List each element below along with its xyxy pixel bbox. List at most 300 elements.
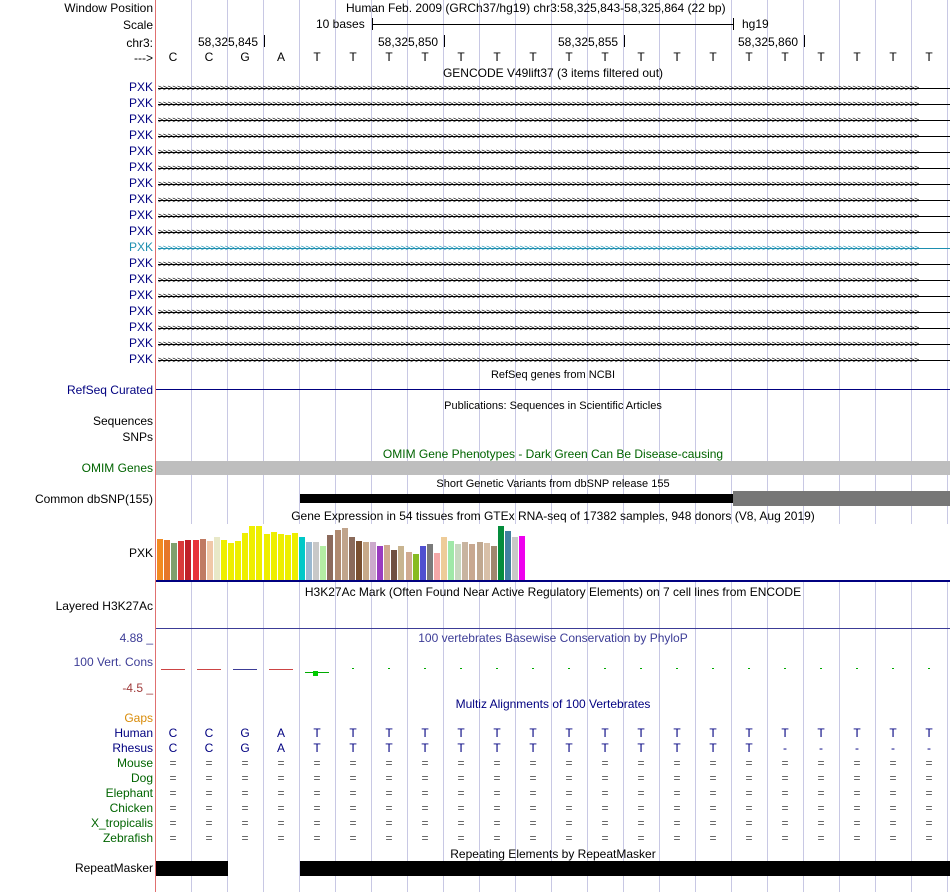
multiz-base: C — [168, 726, 178, 740]
gtex-tissue-bar[interactable] — [285, 535, 291, 580]
multiz-base: = — [205, 786, 213, 800]
ruler-position: 58,325,860 — [738, 35, 799, 49]
multiz-base: T — [457, 726, 465, 740]
multiz-base: = — [241, 816, 249, 830]
multiz-base: = — [205, 801, 213, 815]
multiz-base: = — [817, 756, 825, 770]
gencode-transcript[interactable] — [158, 241, 950, 256]
gtex-tissue-bar[interactable] — [462, 542, 468, 580]
gtex-tissue-bar[interactable] — [413, 554, 419, 580]
gencode-gene-label[interactable]: PXK — [128, 80, 153, 94]
base-letter: C — [204, 50, 214, 64]
strand-label: ---> — [134, 51, 153, 65]
base-letter: G — [240, 50, 250, 64]
multiz-base: = — [385, 786, 393, 800]
multiz-base: = — [565, 756, 573, 770]
gtex-tissue-bar[interactable] — [427, 544, 433, 580]
phylop-mark — [532, 668, 534, 669]
phylop-point — [313, 671, 318, 676]
multiz-base: T — [457, 741, 465, 755]
multiz-base: = — [529, 756, 537, 770]
multiz-base: = — [853, 801, 861, 815]
multiz-base: = — [457, 801, 465, 815]
strand-arrows: >>>>>>>>>>>>>>>>>>>>>>>>>>>>>>>>>>>>>>>>>>>>>>>>>>>>>>>>>>>>>>>>>>>>>>>>>>>>>>>>>>>>>>>>>>>>>>>>>>>>>>>>>>>>>>>>>>>>>>>>>>>>>>>>>>>>>>>>>>>>>>>>>>>>>>>>>>>>>>>> — [158, 339, 919, 349]
strand-arrows: >>>>>>>>>>>>>>>>>>>>>>>>>>>>>>>>>>>>>>>>>>>>>>>>>>>>>>>>>>>>>>>>>>>>>>>>>>>>>>>>>>>>>>>>>>>>>>>>>>>>>>>>>>>>>>>>>>>>>>>>>>>>>>>>>>>>>>>>>>>>>>>>>>>>>>>>>>>>>>>> — [158, 147, 919, 157]
gencode-gene-label[interactable]: PXK — [128, 144, 153, 158]
multiz-base: = — [169, 801, 177, 815]
multiz-base: = — [565, 816, 573, 830]
gencode-transcript[interactable] — [158, 81, 950, 96]
multiz-base: T — [853, 726, 861, 740]
gencode-transcript[interactable] — [158, 209, 950, 224]
multiz-base: = — [889, 786, 897, 800]
multiz-base: = — [205, 771, 213, 785]
strand-arrows: >>>>>>>>>>>>>>>>>>>>>>>>>>>>>>>>>>>>>>>>>>>>>>>>>>>>>>>>>>>>>>>>>>>>>>>>>>>>>>>>>>>>>>>>>>>>>>>>>>>>>>>>>>>>>>>>>>>>>>>>>>>>>>>>>>>>>>>>>>>>>>>>>>>>>>>>>>>>>>>> — [158, 307, 919, 317]
multiz-base: = — [205, 831, 213, 845]
multiz-base: = — [313, 786, 321, 800]
multiz-base: = — [781, 816, 789, 830]
gtex-tissue-bar[interactable] — [384, 545, 390, 580]
gtex-tissue-bar[interactable] — [228, 543, 234, 580]
gencode-gene-label[interactable]: PXK — [128, 160, 153, 174]
multiz-base: = — [349, 756, 357, 770]
gtex-tissue-bar[interactable] — [193, 540, 199, 580]
gtex-tissue-bar[interactable] — [363, 542, 369, 580]
multiz-base: = — [529, 816, 537, 830]
multiz-base: = — [709, 786, 717, 800]
base-letter: C — [168, 50, 178, 64]
gtex-tissue-bar[interactable] — [441, 537, 447, 580]
multiz-base: T — [745, 726, 753, 740]
multiz-base: = — [277, 801, 285, 815]
gtex-tissue-bar[interactable] — [278, 534, 284, 580]
multiz-base: = — [313, 831, 321, 845]
gtex-tissue-bar[interactable] — [292, 533, 298, 580]
gtex-tissue-bar[interactable] — [391, 550, 397, 580]
multiz-base: = — [457, 831, 465, 845]
multiz-base: = — [817, 771, 825, 785]
gtex-tissue-bar[interactable] — [327, 535, 333, 580]
multiz-base: = — [925, 831, 933, 845]
phylop-mark — [820, 668, 822, 669]
multiz-base: = — [169, 771, 177, 785]
multiz-base: = — [313, 816, 321, 830]
gencode-gene-label[interactable]: PXK — [128, 192, 153, 206]
gencode-gene-label[interactable]: PXK — [128, 272, 153, 286]
multiz-base: = — [637, 786, 645, 800]
gencode-transcript[interactable] — [158, 273, 950, 288]
multiz-species-label[interactable]: Zebrafish — [102, 831, 153, 845]
multiz-base: = — [205, 816, 213, 830]
multiz-base: T — [637, 741, 645, 755]
strand-arrows: >>>>>>>>>>>>>>>>>>>>>>>>>>>>>>>>>>>>>>>>>>>>>>>>>>>>>>>>>>>>>>>>>>>>>>>>>>>>>>>>>>>>>>>>>>>>>>>>>>>>>>>>>>>>>>>>>>>>>>>>>>>>>>>>>>>>>>>>>>>>>>>>>>>>>>>>>>>>>>>> — [158, 227, 919, 237]
multiz-base: = — [889, 831, 897, 845]
gtex-tissue-bar[interactable] — [398, 546, 404, 580]
gencode-transcript[interactable] — [158, 177, 950, 192]
multiz-base: = — [601, 801, 609, 815]
repeatmasker-feature[interactable] — [300, 861, 950, 876]
multiz-base: = — [493, 801, 501, 815]
gencode-transcript[interactable] — [158, 225, 950, 240]
gencode-transcript[interactable] — [158, 337, 950, 352]
multiz-base: T — [601, 741, 609, 755]
dbsnp-feature-grey[interactable] — [733, 491, 950, 506]
multiz-base: = — [385, 801, 393, 815]
repeatmasker-track-label[interactable]: RepeatMasker — [74, 861, 153, 875]
gencode-gene-label[interactable]: PXK — [128, 304, 153, 318]
phylop-track-label[interactable]: 100 Vert. Cons — [73, 655, 153, 669]
multiz-base: = — [817, 801, 825, 815]
multiz-base: A — [276, 726, 285, 740]
multiz-base: T — [889, 726, 897, 740]
base-letter: T — [565, 50, 573, 64]
multiz-base: = — [169, 816, 177, 830]
gtex-tissue-bar[interactable] — [200, 539, 206, 580]
ruler-position: 58,325,855 — [558, 35, 619, 49]
strand-arrows: >>>>>>>>>>>>>>>>>>>>>>>>>>>>>>>>>>>>>>>>>>>>>>>>>>>>>>>>>>>>>>>>>>>>>>>>>>>>>>>>>>>>>>>>>>>>>>>>>>>>>>>>>>>>>>>>>>>>>>>>>>>>>>>>>>>>>>>>>>>>>>>>>>>>>>>>>>>>>>>> — [158, 115, 919, 125]
multiz-base: G — [240, 741, 250, 755]
gencode-transcript[interactable] — [158, 145, 950, 160]
gtex-track-label[interactable]: PXK — [128, 546, 153, 560]
multiz-base: T — [673, 726, 681, 740]
multiz-base: T — [385, 726, 393, 740]
multiz-species-label[interactable]: Dog — [130, 771, 153, 785]
gencode-gene-label[interactable]: PXK — [128, 96, 153, 110]
gtex-tissue-bar[interactable] — [235, 541, 241, 580]
multiz-base: = — [169, 756, 177, 770]
gtex-tissue-bar[interactable] — [491, 546, 497, 580]
base-letter: T — [781, 50, 789, 64]
omim-track-title[interactable]: OMIM Gene Phenotypes - Dark Green Can Be Disease-causing — [382, 447, 724, 461]
gtex-tissue-bar[interactable] — [320, 546, 326, 580]
multiz-species-label[interactable]: Human — [114, 726, 153, 740]
multiz-base: = — [529, 831, 537, 845]
multiz-base: T — [421, 726, 429, 740]
gencode-track-title[interactable]: GENCODE V49lift37 (3 items filtered out) — [442, 66, 664, 80]
multiz-base: = — [853, 816, 861, 830]
strand-arrows: >>>>>>>>>>>>>>>>>>>>>>>>>>>>>>>>>>>>>>>>>>>>>>>>>>>>>>>>>>>>>>>>>>>>>>>>>>>>>>>>>>>>>>>>>>>>>>>>>>>>>>>>>>>>>>>>>>>>>>>>>>>>>>>>>>>>>>>>>>>>>>>>>>>>>>>>>>>>>>>> — [158, 179, 919, 189]
multiz-base: T — [529, 726, 537, 740]
gencode-gene-label[interactable]: PXK — [128, 128, 153, 142]
multiz-base: = — [745, 816, 753, 830]
dbsnp-track-label[interactable]: Common dbSNP(155) — [34, 492, 153, 506]
omim-track-label[interactable]: OMIM Genes — [81, 461, 153, 475]
multiz-base: T — [601, 726, 609, 740]
gtex-tissue-bar[interactable] — [313, 542, 319, 580]
multiz-base: = — [241, 756, 249, 770]
gtex-tissue-bar[interactable] — [207, 541, 213, 580]
multiz-base: = — [601, 816, 609, 830]
omim-feature[interactable] — [156, 461, 950, 475]
multiz-base: = — [889, 816, 897, 830]
multiz-base: C — [204, 726, 214, 740]
phylop-mark — [748, 668, 750, 669]
multiz-base: = — [385, 816, 393, 830]
gtex-tissue-bar[interactable] — [299, 537, 305, 580]
gtex-tissue-bar[interactable] — [448, 541, 454, 580]
gtex-tissue-bar[interactable] — [264, 534, 270, 580]
gtex-tissue-bar[interactable] — [498, 526, 504, 580]
publications-label-sequences[interactable]: Sequences — [92, 414, 153, 428]
phylop-mark — [568, 668, 570, 669]
multiz-base: T — [817, 726, 825, 740]
phylop-mark — [161, 669, 185, 670]
multiz-base: A — [276, 741, 285, 755]
multiz-base: C — [168, 741, 178, 755]
multiz-base: = — [385, 831, 393, 845]
multiz-base: T — [673, 741, 681, 755]
multiz-base: = — [637, 816, 645, 830]
gencode-gene-label[interactable]: PXK — [128, 240, 153, 254]
gencode-gene-label[interactable]: PXK — [128, 112, 153, 126]
multiz-base: = — [349, 801, 357, 815]
base-letter: T — [745, 50, 753, 64]
base-letter: T — [457, 50, 465, 64]
multiz-base: = — [385, 756, 393, 770]
scale-bar-right — [733, 18, 734, 30]
multiz-base: = — [637, 801, 645, 815]
multiz-base: = — [421, 801, 429, 815]
multiz-base: C — [204, 741, 214, 755]
gtex-tissue-bar[interactable] — [221, 540, 227, 580]
phylop-mark — [269, 669, 293, 670]
multiz-base: = — [853, 756, 861, 770]
gtex-tissue-bar[interactable] — [484, 543, 490, 580]
multiz-base: = — [421, 831, 429, 845]
base-letter: T — [313, 50, 321, 64]
multiz-base: = — [493, 756, 501, 770]
multiz-base: T — [313, 726, 321, 740]
multiz-base: = — [673, 831, 681, 845]
gtex-tissue-bar[interactable] — [349, 537, 355, 580]
multiz-base: = — [673, 771, 681, 785]
publications-label-snps[interactable]: SNPs — [122, 430, 153, 444]
phylop-mark — [928, 668, 930, 669]
gtex-tissue-bar[interactable] — [171, 543, 177, 580]
multiz-base: T — [565, 741, 573, 755]
strand-arrows: >>>>>>>>>>>>>>>>>>>>>>>>>>>>>>>>>>>>>>>>>>>>>>>>>>>>>>>>>>>>>>>>>>>>>>>>>>>>>>>>>>>>>>>>>>>>>>>>>>>>>>>>>>>>>>>>>>>>>>>>>>>>>>>>>>>>>>>>>>>>>>>>>>>>>>>>>>>>>>>> — [158, 323, 919, 333]
base-letter: T — [529, 50, 537, 64]
multiz-base: = — [601, 756, 609, 770]
gtex-tissue-bar[interactable] — [455, 544, 461, 580]
ruler-tick — [624, 35, 625, 47]
gtex-tissue-bar[interactable] — [505, 531, 511, 580]
multiz-base: = — [745, 801, 753, 815]
gtex-tissue-bar[interactable] — [256, 526, 262, 580]
gencode-gene-label[interactable]: PXK — [128, 320, 153, 334]
phylop-mark — [388, 668, 390, 669]
multiz-base: = — [277, 831, 285, 845]
phylop-mark — [197, 669, 221, 670]
multiz-base: = — [853, 771, 861, 785]
multiz-base: = — [529, 786, 537, 800]
gtex-tissue-bar[interactable] — [477, 542, 483, 580]
gtex-tissue-bar[interactable] — [271, 532, 277, 580]
multiz-base: = — [529, 771, 537, 785]
multiz-base: = — [781, 756, 789, 770]
multiz-species-label[interactable]: Chicken — [109, 801, 153, 815]
refseq-line — [156, 389, 950, 390]
multiz-base: = — [673, 756, 681, 770]
multiz-base: = — [925, 771, 933, 785]
gtex-tissue-bar[interactable] — [157, 539, 163, 580]
gencode-gene-label[interactable]: PXK — [128, 224, 153, 238]
multiz-base: = — [853, 786, 861, 800]
publications-track-title[interactable]: Publications: Sequences in Scientific Articles — [444, 400, 662, 412]
gtex-tissue-bar[interactable] — [342, 528, 348, 580]
multiz-base: = — [241, 771, 249, 785]
window-position-label: Window Position — [64, 1, 153, 15]
ruler-tick — [444, 35, 445, 47]
multiz-base: = — [241, 831, 249, 845]
h3k27ac-track-title[interactable]: H3K27Ac Mark (Often Found Near Active Regulatory Elements) on 7 cell lines from ENCODE — [304, 585, 802, 599]
multiz-base: = — [313, 801, 321, 815]
multiz-base: = — [745, 831, 753, 845]
multiz-base: T — [421, 741, 429, 755]
multiz-track-title[interactable]: Multiz Alignments of 100 Vertebrates — [455, 697, 651, 711]
multiz-species-label[interactable]: Rhesus — [112, 741, 153, 755]
gtex-tissue-bar[interactable] — [434, 553, 440, 580]
assembly-label: hg19 — [742, 17, 769, 31]
multiz-base: = — [421, 786, 429, 800]
gencode-gene-label[interactable]: PXK — [128, 352, 153, 366]
strand-arrows: >>>>>>>>>>>>>>>>>>>>>>>>>>>>>>>>>>>>>>>>>>>>>>>>>>>>>>>>>>>>>>>>>>>>>>>>>>>>>>>>>>>>>>>>>>>>>>>>>>>>>>>>>>>>>>>>>>>>>>>>>>>>>>>>>>>>>>>>>>>>>>>>>>>>>>>>>>>>>>>> — [158, 243, 919, 253]
multiz-base: = — [565, 801, 573, 815]
gtex-tissue-bar[interactable] — [306, 542, 312, 580]
gtex-tissue-bar[interactable] — [420, 546, 426, 580]
gencode-gene-label[interactable]: PXK — [128, 256, 153, 270]
gtex-tissue-bar[interactable] — [185, 540, 191, 580]
base-letter: T — [493, 50, 501, 64]
repeatmasker-track-title[interactable]: Repeating Elements by RepeatMasker — [450, 847, 656, 861]
multiz-base: = — [925, 786, 933, 800]
base-letter: T — [925, 50, 933, 64]
gencode-gene-label[interactable]: PXK — [128, 176, 153, 190]
gtex-tissue-bar[interactable] — [178, 541, 184, 580]
gtex-tissue-bar[interactable] — [512, 537, 518, 580]
multiz-base: T — [745, 741, 753, 755]
ruler-tick — [264, 35, 265, 47]
multiz-base: = — [745, 771, 753, 785]
multiz-base: = — [241, 801, 249, 815]
gencode-transcript[interactable] — [158, 113, 950, 128]
phylop-mark — [640, 668, 642, 669]
gencode-gene-label[interactable]: PXK — [128, 288, 153, 302]
refseq-track-title[interactable]: RefSeq genes from NCBI — [490, 369, 616, 381]
strand-arrows: >>>>>>>>>>>>>>>>>>>>>>>>>>>>>>>>>>>>>>>>>>>>>>>>>>>>>>>>>>>>>>>>>>>>>>>>>>>>>>>>>>>>>>>>>>>>>>>>>>>>>>>>>>>>>>>>>>>>>>>>>>>>>>>>>>>>>>>>>>>>>>>>>>>>>>>>>>>>>>>> — [158, 131, 919, 141]
multiz-species-label[interactable]: Mouse — [116, 756, 153, 770]
multiz-base: = — [421, 756, 429, 770]
multiz-base: = — [889, 801, 897, 815]
strand-arrows: >>>>>>>>>>>>>>>>>>>>>>>>>>>>>>>>>>>>>>>>>>>>>>>>>>>>>>>>>>>>>>>>>>>>>>>>>>>>>>>>>>>>>>>>>>>>>>>>>>>>>>>>>>>>>>>>>>>>>>>>>>>>>>>>>>>>>>>>>>>>>>>>>>>>>>>>>>>>>>>> — [158, 99, 919, 109]
gtex-tissue-bar[interactable] — [214, 537, 220, 580]
gencode-transcript[interactable] — [158, 129, 950, 144]
multiz-base: = — [241, 786, 249, 800]
multiz-base: = — [277, 786, 285, 800]
strand-arrows: >>>>>>>>>>>>>>>>>>>>>>>>>>>>>>>>>>>>>>>>>>>>>>>>>>>>>>>>>>>>>>>>>>>>>>>>>>>>>>>>>>>>>>>>>>>>>>>>>>>>>>>>>>>>>>>>>>>>>>>>>>>>>>>>>>>>>>>>>>>>>>>>>>>>>>>>>>>>>>>> — [158, 195, 919, 205]
multiz-base: = — [313, 771, 321, 785]
gtex-track-title[interactable]: Gene Expression in 54 tissues from GTEx RNA-seq of 17382 samples, 948 donors (V8, Aug 2019) — [291, 509, 815, 523]
gtex-baseline — [156, 580, 950, 582]
dbsnp-track-title[interactable]: Short Genetic Variants from dbSNP release 155 — [436, 478, 670, 490]
multiz-base: = — [277, 816, 285, 830]
base-letter: T — [601, 50, 609, 64]
multiz-base: = — [565, 771, 573, 785]
phylop-mark — [856, 668, 858, 669]
gencode-transcript[interactable] — [158, 289, 950, 304]
gtex-tissue-bar[interactable] — [370, 542, 376, 580]
phylop-mark — [233, 669, 257, 670]
phylop-mark — [892, 668, 894, 669]
gtex-tissue-bar[interactable] — [356, 541, 362, 580]
base-letter: T — [853, 50, 861, 64]
multiz-base: = — [709, 816, 717, 830]
multiz-species-label[interactable]: X_tropicalis — [90, 816, 153, 830]
gtex-tissue-bar[interactable] — [469, 544, 475, 580]
multiz-base: = — [637, 756, 645, 770]
multiz-base: T — [385, 741, 393, 755]
multiz-base: = — [817, 831, 825, 845]
gtex-tissue-bar[interactable] — [406, 552, 412, 580]
gencode-transcript[interactable] — [158, 257, 950, 272]
phylop-mark — [460, 668, 462, 669]
multiz-base: G — [240, 726, 250, 740]
multiz-base: = — [925, 816, 933, 830]
multiz-base: T — [565, 726, 573, 740]
multiz-base: = — [781, 786, 789, 800]
multiz-base: = — [493, 786, 501, 800]
phylop-mark — [424, 668, 426, 669]
gtex-tissue-bar[interactable] — [164, 540, 170, 580]
multiz-base: = — [745, 756, 753, 770]
gtex-tissue-bar[interactable] — [377, 546, 383, 580]
refseq-track-label[interactable]: RefSeq Curated — [66, 383, 153, 397]
gtex-tissue-bar[interactable] — [335, 530, 341, 580]
multiz-base: = — [313, 756, 321, 770]
gtex-tissue-bar[interactable] — [242, 533, 248, 580]
multiz-base: = — [349, 816, 357, 830]
chrom-label: chr3: — [126, 36, 153, 50]
gencode-transcript[interactable] — [158, 321, 950, 336]
phylop-track-title[interactable]: 100 vertebrates Basewise Conservation by PhyloP — [418, 631, 688, 645]
multiz-base: T — [349, 741, 357, 755]
gencode-gene-label[interactable]: PXK — [128, 336, 153, 350]
multiz-species-label[interactable]: Elephant — [105, 786, 153, 800]
multiz-base: = — [277, 771, 285, 785]
multiz-base: T — [349, 726, 357, 740]
gencode-transcript[interactable] — [158, 161, 950, 176]
phylop-mark — [712, 668, 714, 669]
gtex-tissue-bar[interactable] — [519, 536, 525, 580]
multiz-base: = — [565, 831, 573, 845]
multiz-gaps-label[interactable]: Gaps — [124, 711, 153, 725]
repeatmasker-feature[interactable] — [156, 861, 228, 876]
multiz-base: = — [421, 771, 429, 785]
multiz-base: = — [781, 771, 789, 785]
multiz-base: = — [673, 786, 681, 800]
gencode-gene-label[interactable]: PXK — [128, 208, 153, 222]
strand-arrows: >>>>>>>>>>>>>>>>>>>>>>>>>>>>>>>>>>>>>>>>>>>>>>>>>>>>>>>>>>>>>>>>>>>>>>>>>>>>>>>>>>>>>>>>>>>>>>>>>>>>>>>>>>>>>>>>>>>>>>>>>>>>>>>>>>>>>>>>>>>>>>>>>>>>>>>>>>>>>>>> — [158, 291, 919, 301]
gencode-transcript[interactable] — [158, 193, 950, 208]
gencode-transcript[interactable] — [158, 97, 950, 112]
gencode-transcript[interactable] — [158, 353, 950, 368]
h3k27ac-track-label[interactable]: Layered H3K27Ac — [55, 599, 153, 613]
gencode-transcript[interactable] — [158, 305, 950, 320]
gtex-tissue-bar[interactable] — [249, 526, 255, 580]
multiz-base: = — [673, 816, 681, 830]
phylop-max: 4.88 _ — [119, 631, 153, 645]
base-letter: T — [349, 50, 357, 64]
